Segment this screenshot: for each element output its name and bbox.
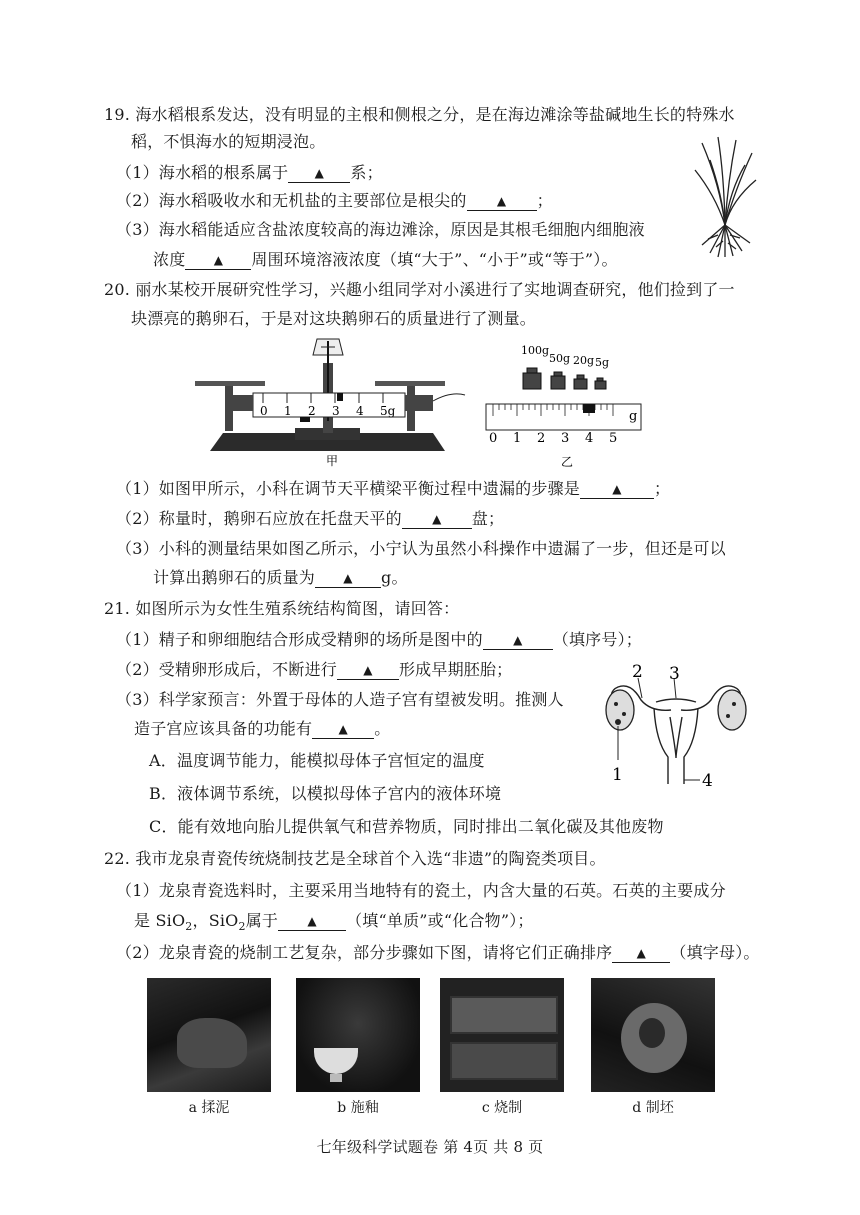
q21-option-c: C．能有效地向胎儿提供氧气和营养物质，同时排出二氧化碳及其他废物 [149,817,664,836]
q22-sub1-line2: 是 SiO$_2$，SiO$_2$属于 ▲ （填“单质”或“化合物”）； [134,911,534,934]
reproductive-system-diagram [596,662,756,792]
q21-stem: 21. 如图所示为女性生殖系统结构简图，请回答： [104,599,460,618]
q21-sub3-line1: （3）科学家预言：外置于母体的人造子宫有望被发明。推测人 [116,690,564,709]
q19-sub3-line2: 浓度 ▲ 周围环境溶液浓度（填“大于”、“小于”或“等于”）。 [153,250,618,269]
q19-sub2: （2）海水稻吸收水和无机盐的主要部位是根尖的 ▲ ； [116,191,553,210]
scale-tick-label: 5g [380,404,396,418]
q21-option-a: A．温度调节能力，能模拟母体子宫恒定的温度 [149,751,485,770]
diagram-label-2: 2 [632,662,643,682]
answer-blank[interactable]: ▲ [467,192,537,211]
caption-b: b 施釉 [337,1100,379,1116]
caption-c: c 烧制 [481,1100,523,1116]
q19-stem-line2: 稻，不惧海水的短期浸泡。 [131,132,326,151]
scale-tick-label: 5 [609,431,618,446]
answer-blank[interactable]: ▲ [580,480,654,499]
diagram-label-3: 3 [669,664,680,684]
scale-tick-label: 4 [585,431,594,446]
page-footer: 七年级科学试题卷 第 4页 共 8 页 [316,1138,544,1156]
answer-blank[interactable]: ▲ [312,720,374,739]
figure-label-jia: 甲 [326,454,339,468]
diagram-label-1: 1 [612,765,623,785]
weight-label: 20g [573,354,595,367]
q22-stem: 22. 我市龙泉青瓷传统烧制技艺是全球首个入选“非遗”的陶瓷类项目。 [104,849,606,868]
q20-sub3-line1: （3）小科的测量结果如图乙所示，小宁认为虽然小科操作中遗漏了一步，但还是可以 [116,539,726,558]
caption-a: a 揉泥 [188,1100,230,1116]
diagram-label-4: 4 [702,771,713,791]
answer-blank[interactable]: ▲ [288,164,350,183]
q19-sub1: （1）海水稻的根系属于 ▲ 系； [116,163,383,182]
balance-figure [185,333,470,473]
photo-kneading-clay [147,978,271,1092]
q20-stem-line2: 块漂亮的鹅卵石，于是对这块鹅卵石的质量进行了测量。 [131,309,537,328]
scale-tick-label: 1 [513,431,522,446]
q22-sub1-line1: （1）龙泉青瓷选料时，主要采用当地特有的瓷土，内含大量的石英。石英的主要成分 [116,881,726,900]
scale-tick-label: 3 [332,404,340,418]
answer-blank[interactable]: ▲ [402,510,472,529]
scale-tick-label: 3 [561,431,570,446]
answer-blank[interactable]: ▲ [337,661,399,680]
weight-label: 50g [549,352,571,365]
scale-tick-label: 1 [284,404,292,418]
q19-sub3-line1: （3）海水稻能适应含盐浓度较高的海边滩涂，原因是其根毛细胞内细胞液 [116,220,645,239]
q20-sub1: （1）如图甲所示，小科在调节天平横梁平衡过程中遗漏的步骤是 ▲ ； [116,479,671,498]
rice-plant-illustration [690,135,760,260]
answer-blank[interactable]: ▲ [315,569,381,588]
answer-blank[interactable]: ▲ [483,631,553,650]
answer-blank[interactable]: ▲ [278,912,346,931]
q21-sub1: （1）精子和卵细胞结合形成受精卵的场所是图中的 ▲ （填序号）； [116,630,642,649]
photo-firing [440,978,564,1092]
scale-tick-label: 2 [537,431,546,446]
photo-glazing [296,978,420,1092]
photo-shaping [591,978,715,1092]
scale-tick-label: 0 [260,404,268,418]
scale-tick-label: 0 [489,431,498,446]
weight-label: 5g [595,356,610,369]
q20-sub2: （2）称量时，鹅卵石应放在托盘天平的 ▲ 盘； [116,509,505,528]
q19-stem-line1: 19. 海水稻根系发达，没有明显的主根和侧根之分，是在海边滩涂等盐碱地生长的特殊水 [104,105,735,124]
weights-and-scale-figure [483,340,648,473]
q20-stem-line1: 20. 丽水某校开展研究性学习，兴趣小组同学对小溪进行了实地调查研究，他们捡到了一 [104,280,735,299]
figure-label-yi: 乙 [561,455,574,469]
q21-sub3-line2: 造子宫应该具备的功能有 ▲ 。 [134,719,391,738]
scale-tick-label: 2 [308,404,316,418]
q20-sub3-line2: 计算出鹅卵石的质量为 ▲ g。 [153,568,408,587]
q22-sub2: （2）龙泉青瓷的烧制工艺复杂，部分步骤如下图，请将它们正确排序 ▲ （填字母）。 [116,943,760,962]
scale-unit-label: g [629,409,638,424]
q21-sub2: （2）受精卵形成后，不断进行 ▲ 形成早期胚胎； [116,660,513,679]
caption-d: d 制坯 [632,1100,674,1116]
answer-blank[interactable]: ▲ [612,944,670,963]
weight-label: 100g [521,344,550,357]
answer-blank[interactable]: ▲ [185,251,251,270]
q21-option-b: B．液体调节系统，以模拟母体子宫内的液体环境 [149,784,502,803]
scale-tick-label: 4 [356,404,364,418]
